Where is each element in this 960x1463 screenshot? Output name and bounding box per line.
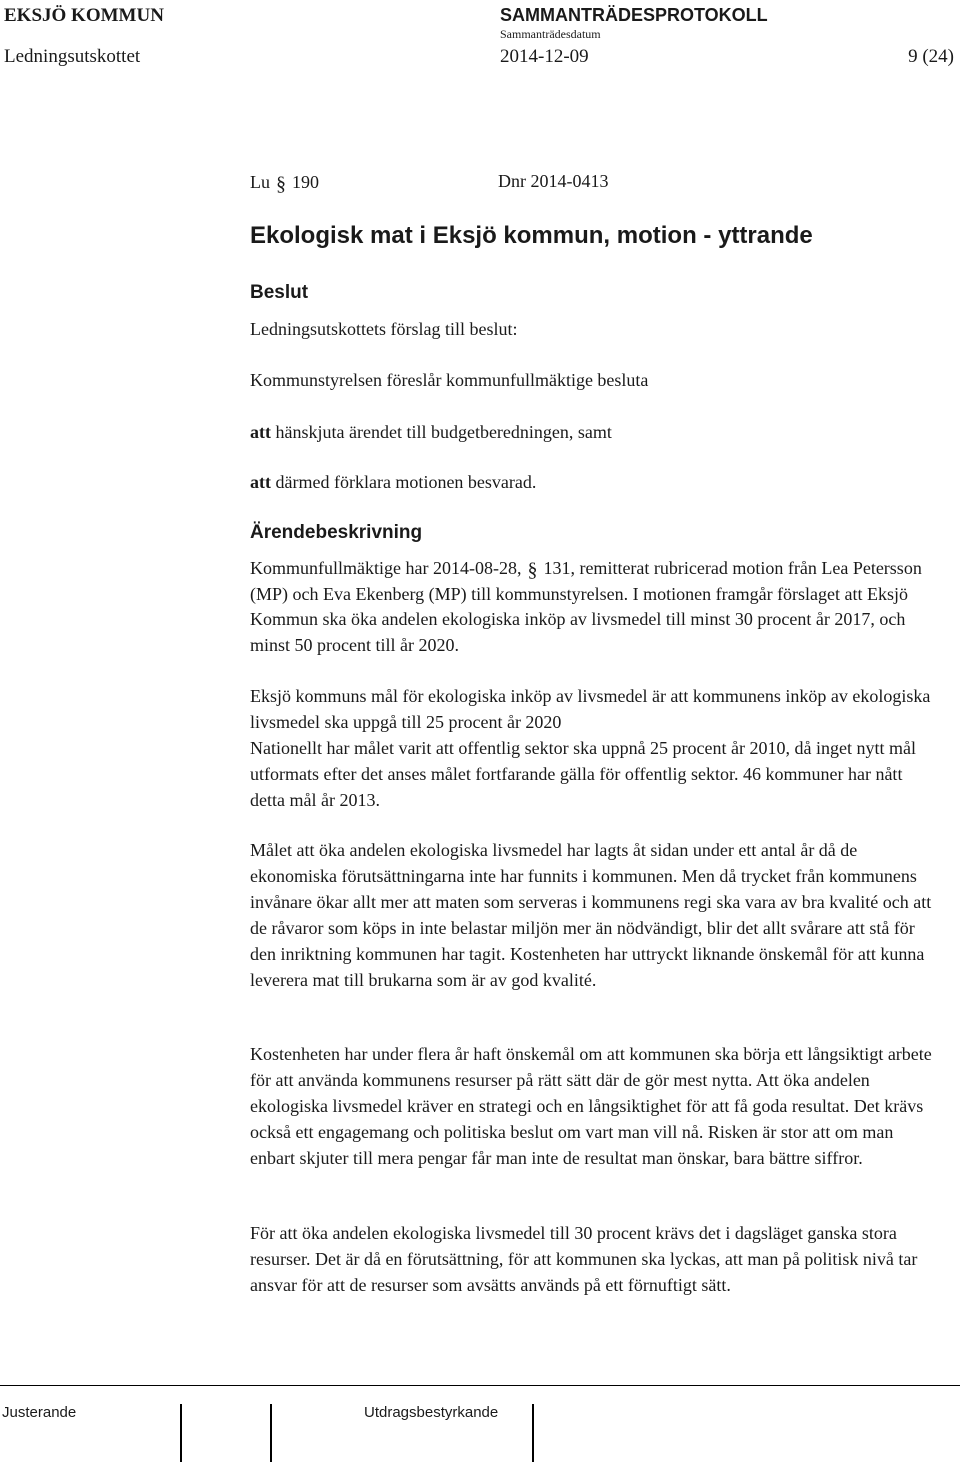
paragraph-2: Eksjö kommuns mål för ekologiska inköp av livsmedel är att kommunens inköp av ekologiska livsmedel ska uppgå till 25 procent år 2020 Nationellt har målet varit att offentlig sektor ska uppnå 25 procent år 2010, då inget nytt mål utformats efter det anses målet fortfarande gälla för offentlig sektor. 46 kommuner har nått detta mål år 2013. [250,686,931,810]
paragraph-4: Kostenheten har under flera år haft önskemål om att kommunen ska börja ett långsiktigt arbete för att använda kommunens resurser på rätt sätt där de gör mest nytta. Att öka andelen ekologiska livsmedel kräver en strategi och en långsiktighet för att få goda resultat. Det krävs också ett engagemang och politiska beslut om vart man vill nå. Risken är stor att om man enbart skjuter till mera pengar får man inte de resultat man önskar, bara bättre siffror. [250,1044,932,1168]
paragraph-5: För att öka andelen ekologiska livsmedel till 30 procent krävs det i dagsläget ganska stora resurser. Det är då en förutsättning, för att kommunen ska lyckas, att man på politisk nivå tar ansvar för att de resurser som avsätts används på ett förnuftigt sätt. [250,1223,918,1295]
case-reference [250,171,609,195]
att-clause-text: därmed förklara motionen besvarad. [271,472,537,492]
municipality-name: EKSJÖ KOMMUN [4,5,164,26]
beslut-line-2: Kommunstyrelsen föreslår kommunfullmäktige besluta [250,370,649,390]
paragraph-3: Målet att öka andelen ekologiska livsmedel har lagts åt sidan under ett antal år då de ekonomiska förutsättningarna inte har funnits i kommunen. Men då trycket från kommunens invånare ökar allt mer att maten som serveras i kommunens regi ska vara av bra kvalité och att de råvaror som köps in inte belastar miljön mer än nödvändigt, blir det allt svårare att stå för den inriktning kommunen har tagit. Kostenheten har uttryckt liknande önskemål för att kunna leverera mat till brukarna som är av god kvalité. [250,840,932,990]
page-number: 9 (24) [908,46,954,67]
beslut-heading: Beslut [250,282,309,303]
arende-heading: Ärendebeskrivning [250,522,423,543]
diary-number: Dnr 2014-0413 [498,171,609,191]
lu-prefix: Lu [250,172,270,192]
paragraph-1: Kommunfullmäktige har 2014-08-28, § 131, remitterat rubricerad motion från Lea Petersson (MP) och Eva Ekenberg (MP) till kommunstyrelsen. I motionen framgår förslaget att Eksjö Kommun ska öka andelen ekologiska inköp av livsmedel till minst 30 procent år 2017, och minst 50 procent till år 2020. [250,558,922,655]
justerande-label: Justerande [2,1404,77,1421]
att-clause-2 [250,472,536,493]
signature-divider [532,1404,534,1462]
att-clause-1 [250,422,612,443]
att-keyword: att [250,472,271,492]
section-sign: § [527,559,538,581]
doc-type: SAMMANTRÄDESPROTOKOLL [500,5,768,25]
date-label: Sammanträdesdatum [500,27,601,41]
lu-number: 190 [292,172,319,192]
page-title: Ekologisk mat i Eksjö kommun, motion - yttrande [250,222,813,249]
committee-name: Ledningsutskottet [4,46,141,67]
beslut-line-1: Ledningsutskottets förslag till beslut: [250,319,518,339]
footer [0,1385,960,1463]
att-keyword: att [250,422,271,442]
section-sign: § [276,173,286,195]
signature-divider [180,1404,182,1462]
signature-divider [270,1404,272,1462]
att-clause-text: hänskjuta ärendet till budgetberedningen, samt [271,422,612,442]
meeting-date: 2014-12-09 [500,46,589,67]
utdrag-label: Utdragsbestyrkande [364,1404,499,1421]
